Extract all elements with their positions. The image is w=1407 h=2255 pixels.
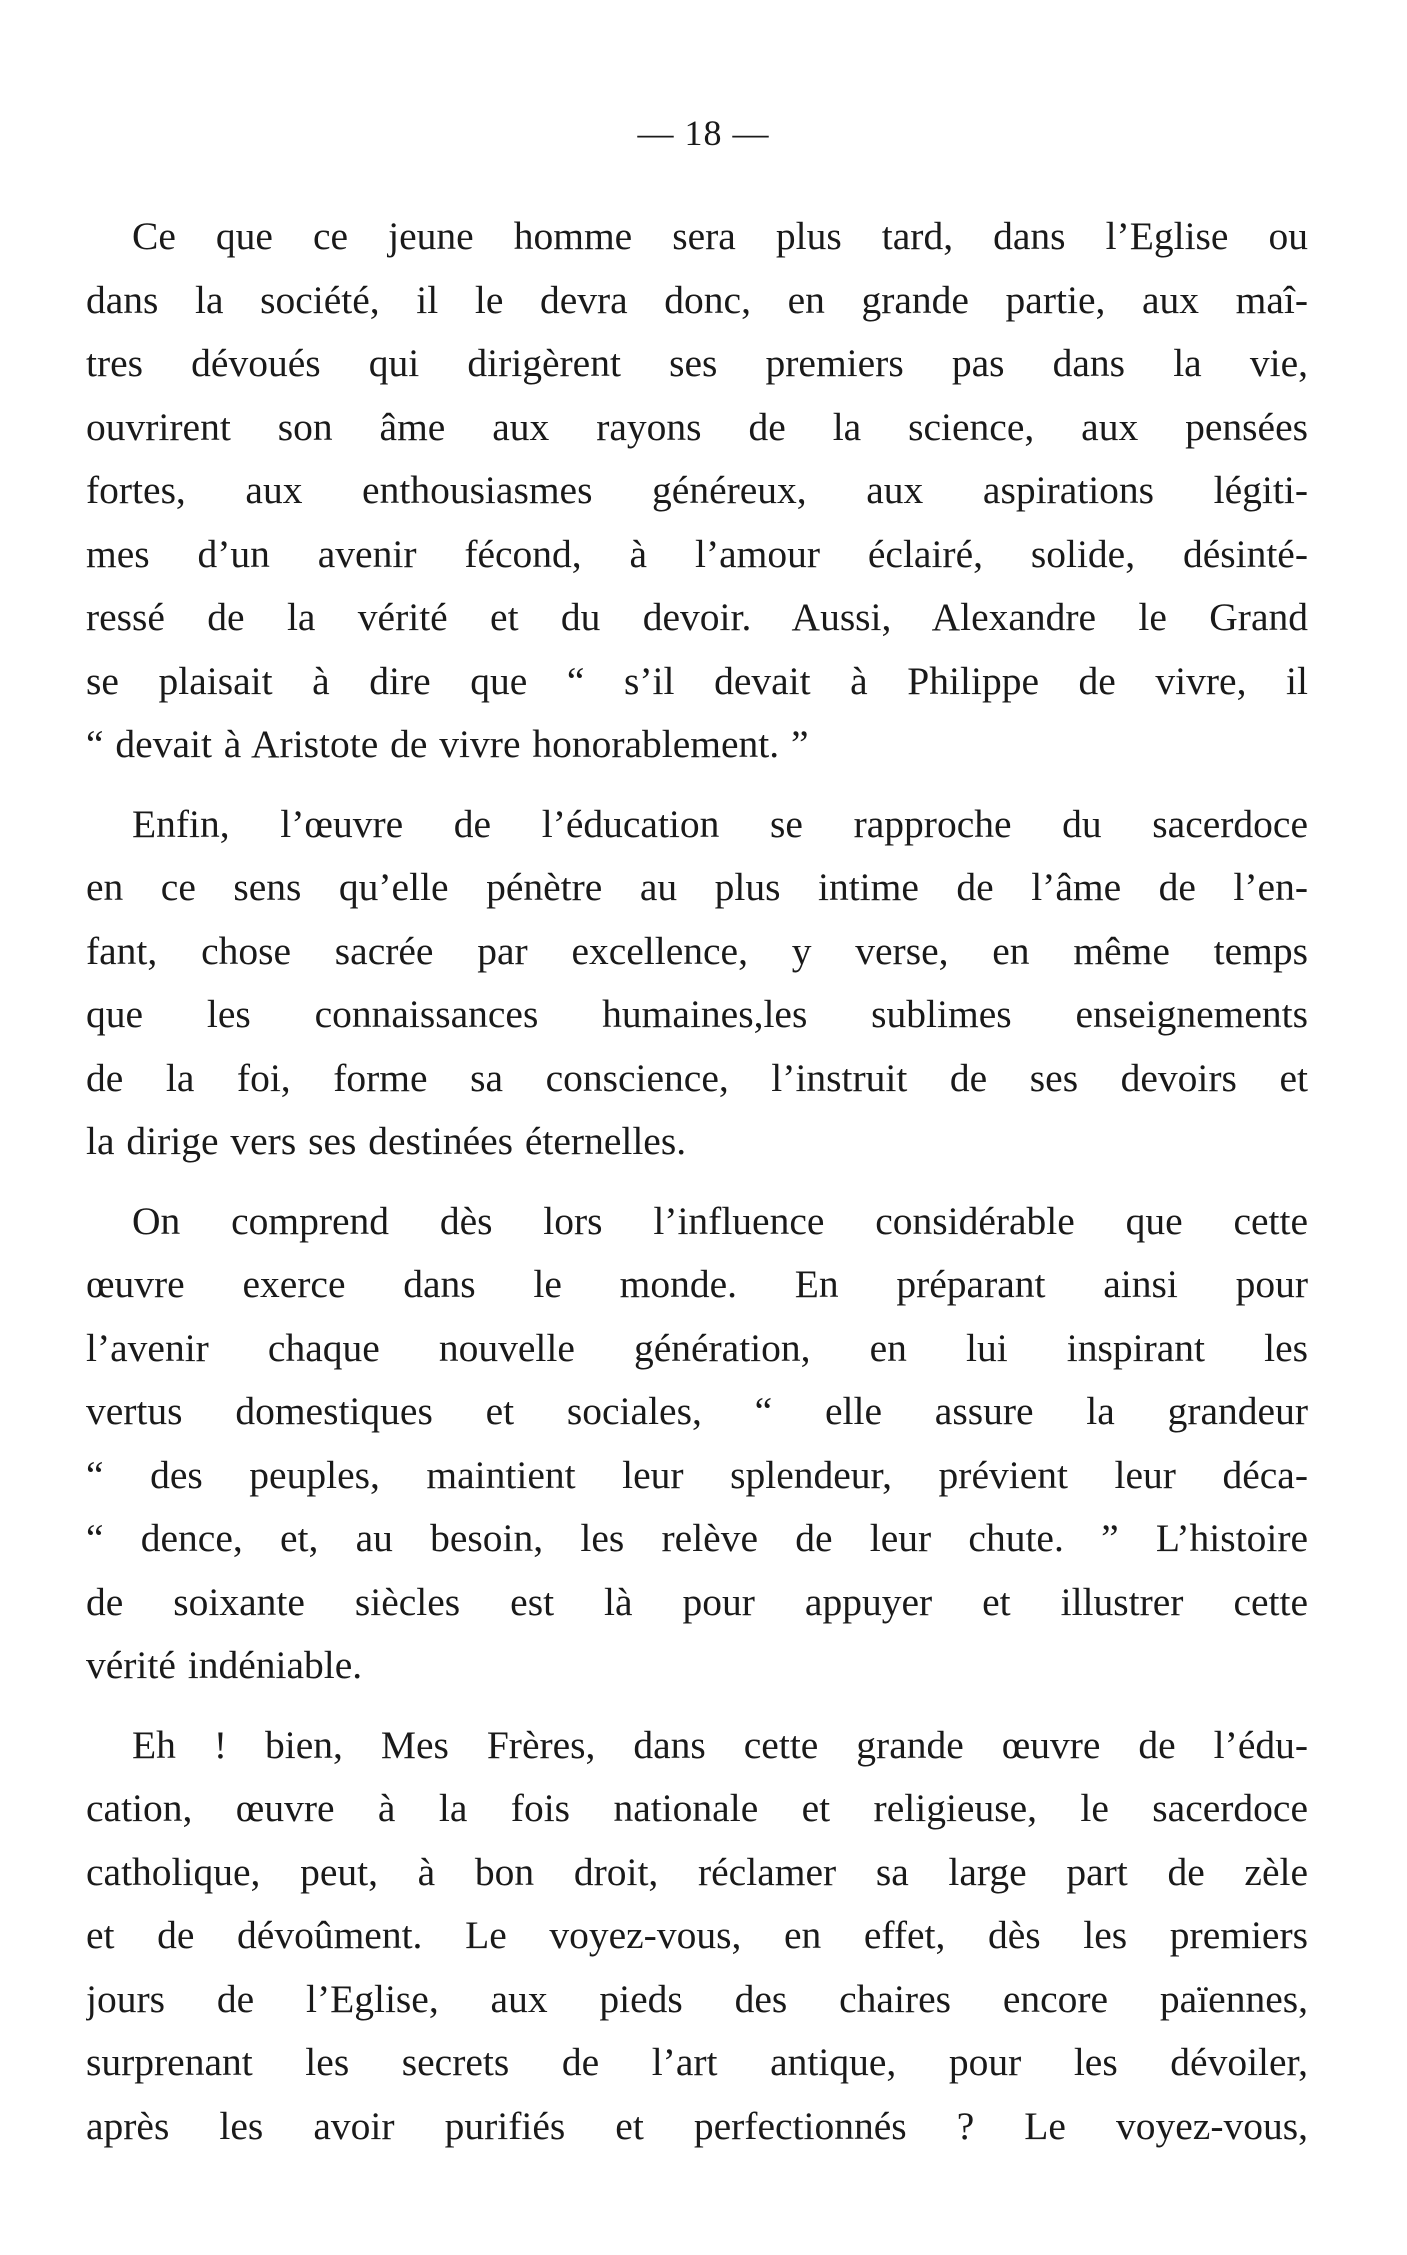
text-line: vérité indéniable. xyxy=(86,1643,363,1687)
text-line: tres dévoués qui dirigèrent ses premiers pas dans la vie, xyxy=(86,341,1308,385)
text-line: œuvre exerce dans le monde. En préparant ainsi pour xyxy=(86,1262,1308,1306)
text-line: cation, œuvre à la fois nationale et religieuse, le sacerdoce xyxy=(86,1786,1308,1830)
paragraph xyxy=(86,205,1308,777)
text-line: dans la société, il le devra donc, en grande partie, aux maî- xyxy=(86,277,1308,322)
text-line: surprenant les secrets de l’art antique, pour les dévoiler, xyxy=(86,2040,1308,2084)
text-line: Ce que ce jeune homme sera plus tard, dans l’Eglise ou xyxy=(132,214,1308,258)
text-line: après les avoir purifiés et perfectionnés ? Le voyez-vous, xyxy=(86,2103,1308,2148)
text-line: jours de l’Eglise, aux pieds des chaires encore païennes, xyxy=(86,1976,1308,2021)
text-line: catholique, peut, à bon droit, réclamer sa large part de zèle xyxy=(86,1849,1308,1894)
text-line: ressé de la vérité et du devoir. Aussi, Alexandre le Grand xyxy=(86,595,1308,639)
text-line: “ des peuples, maintient leur splendeur, prévient leur déca- xyxy=(86,1452,1308,1497)
text-line: Enfin, l’œuvre de l’éducation se rapproche du sacerdoce xyxy=(132,801,1308,846)
page-number: — 18 — xyxy=(637,113,770,153)
text-line: “ devait à Aristote de vivre honorablement. ” xyxy=(86,722,809,766)
body-text xyxy=(86,205,1308,2174)
text-line: fant, chose sacrée par excellence, y verse, en même temps xyxy=(86,928,1308,973)
text-line: vertus domestiques et sociales, “ elle assure la grandeur xyxy=(86,1389,1308,1433)
text-line: Eh ! bien, Mes Frères, dans cette grande œuvre de l’édu- xyxy=(132,1722,1308,1767)
text-line: de soixante siècles est là pour appuyer et illustrer cette xyxy=(86,1579,1308,1624)
text-line: fortes, aux enthousiasmes généreux, aux aspirations légiti- xyxy=(86,468,1308,512)
paragraph xyxy=(86,793,1308,1174)
text-line: On comprend dès lors l’influence considérable que cette xyxy=(132,1198,1308,1243)
text-line: mes d’un avenir fécond, à l’amour éclairé, solide, désinté- xyxy=(86,531,1308,576)
text-line: l’avenir chaque nouvelle génération, en lui inspirant les xyxy=(86,1325,1308,1370)
text-line: de la foi, forme sa conscience, l’instruit de ses devoirs et xyxy=(86,1055,1308,1100)
paragraph xyxy=(86,1190,1308,1698)
paragraph xyxy=(86,1714,1308,2159)
text-line: que les connaissances humaines,les sublimes enseignements xyxy=(86,992,1308,1036)
text-line: “ dence, et, au besoin, les relève de leur chute. ” L’histoire xyxy=(86,1516,1308,1560)
text-line: la dirige vers ses destinées éternelles. xyxy=(86,1119,687,1163)
text-line: se plaisait à dire que “ s’il devait à Philippe de vivre, il xyxy=(86,658,1308,703)
text-line: en ce sens qu’elle pénètre au plus intime de l’âme de l’en- xyxy=(86,865,1308,909)
text-line: ouvrirent son âme aux rayons de la science, aux pensées xyxy=(86,404,1308,449)
text-line: et de dévoûment. Le voyez-vous, en effet, dès les premiers xyxy=(86,1913,1308,1957)
